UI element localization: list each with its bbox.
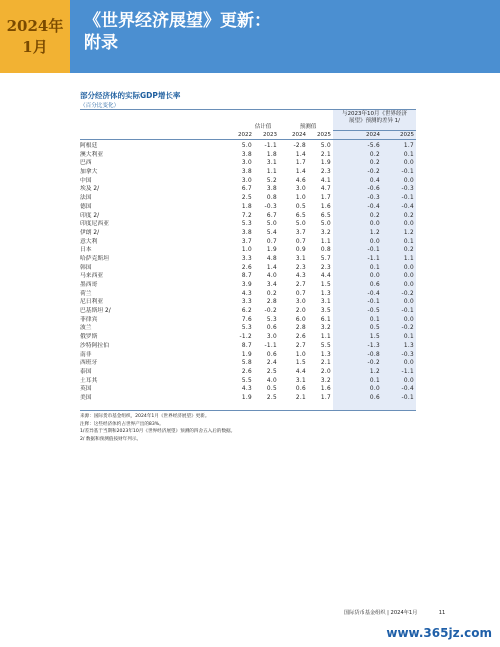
value-cell: 3.1	[320, 299, 331, 306]
note-1: 1/差异基于当期和2023年10月《世界经济展望》预测的四舍五入后的数据。	[80, 429, 236, 435]
gdp-table-body	[80, 142, 416, 403]
value-cell: -0.1	[367, 299, 380, 306]
value-cell: -0.4	[367, 290, 380, 297]
footer-text: 国际货币基金组织 | 2024年1月	[344, 610, 418, 616]
value-cell: 3.8	[241, 169, 252, 176]
header-projection: 预测值	[299, 124, 317, 130]
value-cell: 0.0	[403, 316, 414, 323]
value-cell: 3.1	[266, 160, 277, 167]
value-cell: 3.5	[320, 308, 331, 315]
value-cell: 0.2	[403, 212, 414, 219]
value-cell: 5.2	[266, 177, 277, 184]
value-cell: 8.7	[241, 273, 252, 280]
value-cell: 3.8	[241, 229, 252, 236]
value-cell: -0.6	[367, 186, 380, 193]
value-cell: -2.8	[293, 143, 306, 149]
value-cell: 2.6	[241, 368, 252, 375]
country-name: 哈萨克斯坦	[80, 255, 109, 262]
value-cell: -0.1	[401, 195, 414, 202]
table-row	[80, 194, 416, 203]
value-cell: 0.0	[403, 273, 414, 280]
value-cell: 0.0	[403, 377, 414, 384]
value-cell: 1.2	[369, 368, 380, 375]
value-cell: 6.0	[295, 316, 306, 323]
value-cell: 1.1	[403, 255, 414, 262]
value-cell: 5.3	[241, 325, 252, 332]
table-row	[80, 342, 416, 351]
country-name: 巴西	[80, 160, 92, 167]
value-cell: 0.2	[369, 212, 380, 219]
value-cell: 2.1	[320, 151, 331, 158]
value-cell: 0.6	[369, 282, 380, 288]
value-cell: 0.6	[295, 386, 306, 393]
value-cell: 1.6	[320, 203, 331, 210]
value-cell: 1.5	[369, 334, 380, 341]
country-name: 澳大利亚	[80, 151, 104, 158]
value-cell: 1.6	[320, 386, 331, 393]
value-cell: 6.2	[241, 308, 252, 315]
value-cell: 5.3	[266, 316, 277, 323]
value-cell: 5.0	[320, 143, 331, 149]
value-cell: -0.1	[401, 169, 414, 176]
value-cell: 1.0	[241, 247, 252, 254]
value-cell: 0.2	[266, 290, 277, 297]
country-name: 尼日利亚	[80, 299, 104, 306]
table-row	[80, 272, 416, 281]
country-name: 印度尼西亚	[80, 221, 109, 228]
value-cell: 1.3	[403, 342, 414, 349]
value-cell: 0.0	[403, 360, 414, 367]
value-cell: 0.1	[403, 151, 414, 158]
note-source: 来源：国际货币基金组织，2024年1月《世界经济展望》更新。	[80, 414, 210, 419]
banner-month: 1月	[22, 37, 48, 56]
value-cell: 0.6	[266, 351, 277, 358]
value-cell: 3.0	[241, 177, 252, 184]
value-cell: -0.1	[401, 308, 414, 315]
value-cell: -1.3	[367, 342, 380, 349]
table-title: 部分经济体的实际GDP增长率	[80, 91, 181, 100]
country-name: 印度 2/	[80, 212, 100, 219]
value-cell: -0.4	[367, 203, 380, 210]
country-name: 荷兰	[80, 290, 92, 297]
value-cell: 1.2	[369, 229, 380, 236]
value-cell: 1.4	[295, 151, 306, 158]
value-cell: -0.3	[264, 203, 277, 210]
table-row	[80, 159, 416, 168]
table-row	[80, 220, 416, 229]
note-2: 2/ 数据和预测值按财年列示。	[80, 436, 142, 442]
country-name: 马来西亚	[80, 273, 104, 280]
value-cell: 1.8	[241, 203, 252, 210]
value-cell: 0.1	[403, 238, 414, 245]
value-cell: 1.1	[320, 238, 331, 245]
value-cell: 1.0	[295, 195, 306, 202]
banner-year: 2024年	[6, 16, 64, 35]
note-coverage: 注释：这些经济体约占世界产出的83%。	[80, 421, 164, 427]
value-cell: 0.8	[320, 247, 331, 254]
value-cell: -0.4	[401, 203, 414, 210]
value-cell: 2.8	[266, 299, 277, 306]
value-cell: 0.0	[403, 282, 414, 288]
banner-title-line1: 《世界经济展望》更新：	[84, 11, 271, 31]
watermark: www.365jz.com	[386, 626, 492, 640]
value-cell: 8.7	[241, 342, 252, 349]
value-cell: -1.1	[264, 342, 277, 349]
value-cell: 2.1	[295, 394, 306, 401]
header-year: 2022	[238, 132, 252, 138]
value-cell: 2.3	[295, 264, 306, 271]
value-cell: -0.2	[367, 360, 380, 367]
value-cell: 1.9	[241, 351, 252, 358]
value-cell: 3.8	[266, 186, 277, 193]
value-cell: -5.6	[367, 143, 380, 149]
country-name: 中国	[80, 177, 92, 184]
value-cell: 1.7	[295, 160, 306, 167]
value-cell: 3.7	[241, 238, 252, 245]
country-name: 波兰	[80, 325, 92, 332]
value-cell: 1.1	[266, 169, 277, 176]
value-cell: 0.5	[369, 325, 380, 332]
value-cell: 0.6	[369, 394, 380, 401]
value-cell: 2.1	[320, 360, 331, 367]
value-cell: 0.2	[403, 247, 414, 254]
value-cell: 0.0	[403, 160, 414, 167]
header-bottom-rule	[80, 139, 416, 140]
value-cell: 3.1	[295, 377, 306, 384]
value-cell: -0.3	[401, 186, 414, 193]
value-cell: 1.1	[320, 334, 331, 341]
value-cell: 2.0	[320, 368, 331, 375]
value-cell: -0.2	[264, 308, 277, 315]
value-cell: 1.7	[403, 143, 414, 149]
value-cell: 1.2	[403, 229, 414, 236]
table-row	[80, 333, 416, 342]
country-name: 泰国	[80, 368, 92, 375]
country-name: 法国	[80, 195, 92, 202]
value-cell: 3.7	[295, 229, 306, 236]
value-cell: 0.1	[369, 377, 380, 384]
country-name: 俄罗斯	[80, 334, 98, 341]
table-row	[80, 255, 416, 264]
value-cell: 0.0	[403, 177, 414, 184]
value-cell: 1.4	[266, 264, 277, 271]
value-cell: 7.2	[241, 212, 252, 219]
value-cell: 2.6	[241, 264, 252, 271]
value-cell: 6.5	[320, 212, 331, 219]
value-cell: 1.7	[320, 394, 331, 401]
country-name: 土耳其	[80, 377, 98, 384]
country-name: 阿根廷	[80, 143, 98, 149]
value-cell: 3.0	[266, 334, 277, 341]
country-name: 意大利	[80, 238, 98, 245]
value-cell: 5.0	[320, 221, 331, 228]
value-cell: -0.3	[367, 195, 380, 202]
table-row	[80, 385, 416, 394]
country-name: 加拿大	[80, 169, 98, 176]
value-cell: 0.5	[295, 203, 306, 210]
value-cell: 2.0	[295, 308, 306, 315]
table-row	[80, 238, 416, 247]
country-name: 韩国	[80, 264, 92, 271]
value-cell: 6.5	[295, 212, 306, 219]
value-cell: 5.3	[241, 221, 252, 228]
value-cell: 1.8	[266, 151, 277, 158]
header-year: 2023	[263, 132, 277, 138]
value-cell: 1.9	[320, 160, 331, 167]
value-cell: -1.1	[367, 255, 380, 262]
value-cell: 4.0	[266, 377, 277, 384]
table-bottom-rule	[80, 410, 416, 411]
value-cell: 3.1	[295, 255, 306, 262]
value-cell: 5.5	[241, 377, 252, 384]
value-cell: -0.2	[401, 325, 414, 332]
table-row	[80, 351, 416, 360]
value-cell: 2.7	[295, 342, 306, 349]
value-cell: -1.2	[239, 334, 252, 341]
header-estimate: 估计值	[254, 124, 272, 130]
value-cell: 0.0	[369, 273, 380, 280]
value-cell: 1.4	[295, 169, 306, 176]
header-year: 2025	[400, 132, 414, 138]
value-cell: 0.0	[369, 221, 380, 228]
value-cell: 0.0	[403, 299, 414, 306]
table-row	[80, 185, 416, 194]
table-row	[80, 142, 416, 151]
value-cell: 1.3	[320, 351, 331, 358]
value-cell: 2.5	[241, 195, 252, 202]
value-cell: 5.7	[320, 255, 331, 262]
value-cell: -1.1	[264, 143, 277, 149]
value-cell: -0.1	[401, 394, 414, 401]
value-cell: 1.9	[241, 394, 252, 401]
value-cell: 3.2	[320, 325, 331, 332]
header-difference-line1: 与2023年10月《世界经济	[342, 111, 407, 117]
table-row	[80, 264, 416, 273]
country-name: 美国	[80, 394, 92, 401]
table-row	[80, 177, 416, 186]
value-cell: 2.5	[266, 394, 277, 401]
table-row	[80, 151, 416, 160]
value-cell: 2.4	[266, 360, 277, 367]
value-cell: 0.0	[403, 264, 414, 271]
country-name: 墨西哥	[80, 282, 98, 288]
header-year: 2024	[366, 132, 380, 138]
value-cell: 4.1	[320, 177, 331, 184]
country-name: 西班牙	[80, 360, 98, 367]
value-cell: -0.1	[367, 247, 380, 254]
table-row	[80, 377, 416, 386]
value-cell: 5.4	[266, 229, 277, 236]
table-row	[80, 203, 416, 212]
country-name: 南非	[80, 351, 92, 358]
value-cell: 4.6	[295, 177, 306, 184]
value-cell: 0.6	[266, 325, 277, 332]
table-row	[80, 290, 416, 299]
value-cell: 3.0	[241, 160, 252, 167]
table-row	[80, 281, 416, 290]
country-name: 沙特阿拉伯	[80, 342, 109, 349]
value-cell: 3.8	[241, 151, 252, 158]
value-cell: 2.8	[295, 325, 306, 332]
header-banner	[0, 0, 500, 73]
value-cell: 1.9	[266, 247, 277, 254]
value-cell: -0.4	[401, 386, 414, 393]
value-cell: 6.1	[320, 316, 331, 323]
value-cell: 4.3	[295, 273, 306, 280]
table-subtitle: （百分比变化）	[80, 103, 120, 109]
value-cell: 2.5	[266, 368, 277, 375]
table-row	[80, 359, 416, 368]
value-cell: 0.0	[369, 386, 380, 393]
value-cell: 0.1	[403, 334, 414, 341]
value-cell: 0.1	[369, 316, 380, 323]
value-cell: 3.3	[241, 255, 252, 262]
value-cell: 4.4	[320, 273, 331, 280]
value-cell: 0.7	[295, 238, 306, 245]
value-cell: 0.1	[369, 264, 380, 271]
value-cell: 0.2	[369, 160, 380, 167]
country-name: 德国	[80, 203, 92, 210]
value-cell: 0.7	[295, 290, 306, 297]
header-year: 2025	[317, 132, 331, 138]
banner-title-line2: 附录	[84, 33, 118, 53]
table-top-rule	[80, 109, 416, 110]
country-name: 伊朗 2/	[80, 229, 100, 236]
table-row	[80, 168, 416, 177]
value-cell: 1.0	[295, 351, 306, 358]
value-cell: 1.7	[320, 195, 331, 202]
value-cell: 0.4	[369, 177, 380, 184]
value-cell: 7.6	[241, 316, 252, 323]
value-cell: 6.7	[241, 186, 252, 193]
country-name: 日本	[80, 247, 92, 254]
table-row	[80, 307, 416, 316]
value-cell: 0.0	[403, 221, 414, 228]
value-cell: 4.8	[266, 255, 277, 262]
value-cell: 4.7	[320, 186, 331, 193]
country-name: 菲律宾	[80, 316, 98, 323]
date-badge	[0, 0, 70, 73]
table-row	[80, 212, 416, 221]
value-cell: 5.0	[266, 221, 277, 228]
value-cell: -1.1	[401, 368, 414, 375]
value-cell: 2.3	[320, 169, 331, 176]
value-cell: 3.2	[320, 229, 331, 236]
value-cell: -0.5	[367, 308, 380, 315]
value-cell: 2.6	[295, 334, 306, 341]
value-cell: 4.4	[295, 368, 306, 375]
value-cell: 0.2	[369, 151, 380, 158]
value-cell: 3.4	[266, 282, 277, 288]
table-row	[80, 368, 416, 377]
value-cell: 3.0	[295, 186, 306, 193]
diff-header-rule	[333, 130, 416, 131]
value-cell: 3.9	[241, 282, 252, 288]
page-number: 11	[438, 610, 446, 616]
table-row	[80, 324, 416, 333]
value-cell: 4.3	[241, 386, 252, 393]
value-cell: 3.3	[241, 299, 252, 306]
page-footer	[344, 609, 445, 616]
value-cell: -0.8	[367, 351, 380, 358]
value-cell: 0.0	[369, 238, 380, 245]
value-cell: 4.3	[241, 290, 252, 297]
table-row	[80, 394, 416, 403]
value-cell: 1.5	[320, 282, 331, 288]
header-difference-line2: 展望》预测的差异 1/	[348, 118, 401, 124]
country-name: 英国	[80, 386, 92, 393]
country-name: 巴基斯坦 2/	[80, 308, 111, 315]
value-cell: -0.3	[401, 351, 414, 358]
value-cell: -0.2	[401, 290, 414, 297]
table-row	[80, 298, 416, 307]
header-year: 2024	[292, 132, 306, 138]
table-notes	[80, 413, 380, 443]
value-cell: 3.0	[295, 299, 306, 306]
value-cell: 5.0	[295, 221, 306, 228]
value-cell: 0.8	[266, 195, 277, 202]
table-row	[80, 246, 416, 255]
value-cell: 5.5	[320, 342, 331, 349]
country-name: 埃及 2/	[80, 186, 100, 193]
value-cell: 1.5	[295, 360, 306, 367]
value-cell: 0.9	[295, 247, 306, 254]
value-cell: 2.7	[295, 282, 306, 288]
value-cell: -0.2	[367, 169, 380, 176]
value-cell: 5.8	[241, 360, 252, 367]
value-cell: 4.0	[266, 273, 277, 280]
value-cell: 0.5	[266, 386, 277, 393]
banner-title-block	[70, 0, 500, 73]
table-row	[80, 316, 416, 325]
value-cell: 3.2	[320, 377, 331, 384]
value-cell: 1.3	[320, 290, 331, 297]
table-row	[80, 229, 416, 238]
value-cell: 2.3	[320, 264, 331, 271]
value-cell: 0.7	[266, 238, 277, 245]
value-cell: 5.0	[241, 143, 252, 149]
value-cell: 6.7	[266, 212, 277, 219]
